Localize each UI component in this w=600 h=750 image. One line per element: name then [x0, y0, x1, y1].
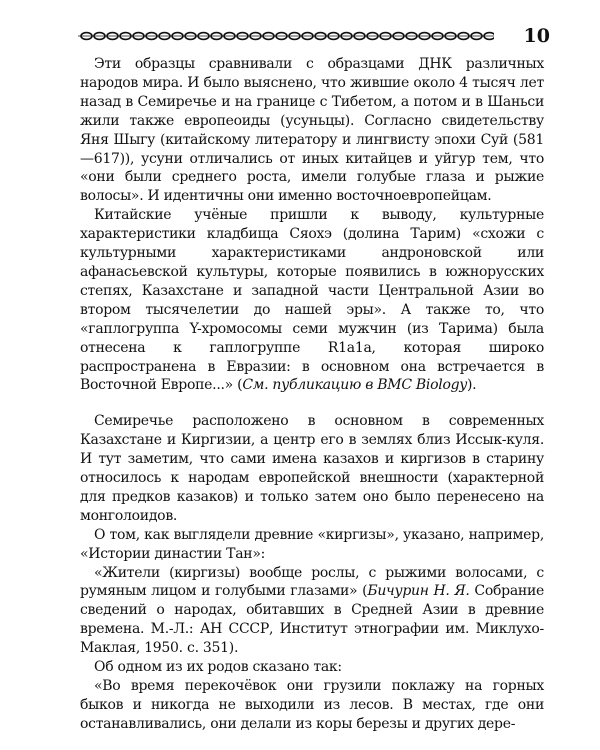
- text-run: «Жители (киргизы) вообще рослы, с рыжими волосами, с румяным лицом и голубыми глазами» (: [80, 564, 544, 600]
- text-run: Об одном из их родов сказано так:: [94, 659, 342, 676]
- citation-italic: См. публикацию в BMC Biology: [242, 377, 467, 394]
- text-run: Семиречье расположено в основном в современных Казахстане и Киргизии, а центр его в землях близ Иссык-куля. И тут заметим, что сами имена казахов и киргизов в старину относилось к народам европейской внешности (характерной для предков казаков) и только затем оно было перенесено на монголоидов.: [80, 413, 544, 524]
- text-run: Эти образцы сравнивали с образцами ДНК различных народов мира. И было выяснено, что жившие около 4 тысяч лет назад в Семиречье и на границе с Тибетом, а потом и в Шаньси жили также европеоиды (усуньцы). Согласно свидетельству Яня Шыгу (китайскому литератору и лингвисту эпохи Суй (581—617)), усуни отличались от иных китайцев и уйгур тем, что «они были среднего роста, имели голубые глаза и рыжие волосы». И идентичны они именно восточноевропейцам.: [80, 56, 544, 205]
- chain-ornament-icon: [78, 28, 494, 44]
- text-run: Китайские учёные пришли к выводу, культурные характеристики кладбища Сяохэ (долина Тарим) «схожи с культурными характеристиками андроновской или афанасьевской культуры, которые появились в южнорусских степях, Казахстане и западной части Центральной Азии во втором тысячелетии до нашей эры». А также то, что «гаплогруппа Y-хромосомы семи мужчин (из Тарима) была отнесена к гаплогруппе R1a1a, которая широко распространена в Евразии: в основном она встречается в Восточной Европе...» (: [80, 207, 544, 394]
- text-run: О том, как выглядели древние «киргизы», указано, например, «Истории династии Тан»:: [80, 526, 544, 562]
- paragraph: [80, 526, 544, 564]
- page-header: [78, 24, 550, 48]
- paragraph: [80, 677, 544, 734]
- author-italic: Бичурин Н. Я.: [367, 583, 470, 600]
- paragraph: [80, 55, 544, 206]
- body-text: [80, 55, 544, 734]
- text-run: ).: [466, 377, 477, 394]
- text-run: Собрание сведений о народах, обитавших в Средней Азии в древние времена. М.-Л.: АН СССР, Институт этнографии им. Миклухо-Маклая, 1950. с. 351).: [80, 583, 545, 657]
- paragraph: [80, 658, 544, 677]
- paragraph: [80, 564, 544, 659]
- paragraph: [80, 206, 544, 395]
- page-number: 10: [523, 25, 550, 47]
- paragraph: [80, 412, 544, 525]
- text-run: «Во время перекочёвок они грузили поклажу на горных быков и никогда не выходили из лесов. В местах, где они останавливались, они делали из коры березы и других дере-: [80, 678, 544, 732]
